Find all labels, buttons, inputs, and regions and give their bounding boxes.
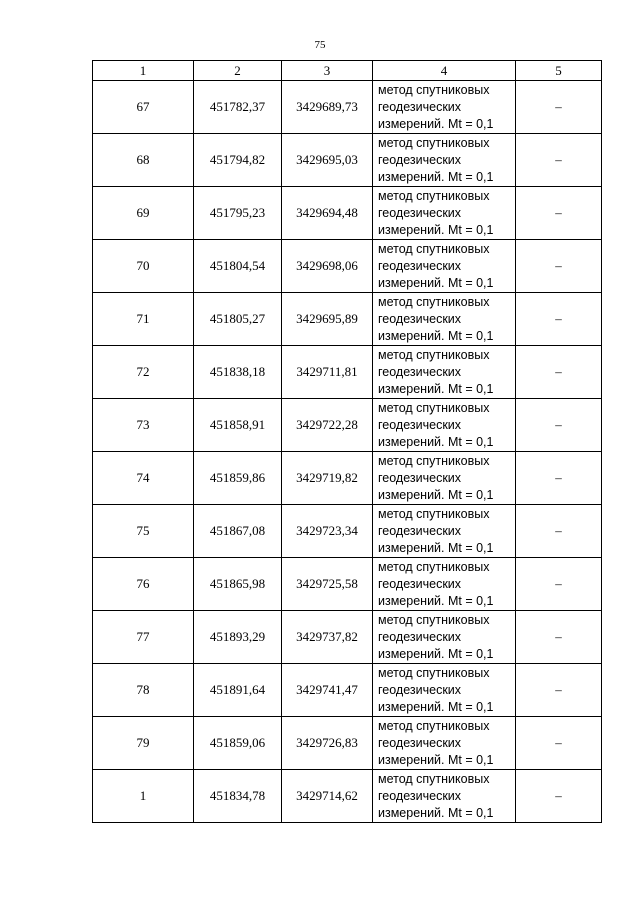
x-coordinate-cell: 451794,82 <box>194 134 282 187</box>
y-coordinate-cell: 3429698,06 <box>282 240 373 293</box>
method-text-line-3: измерений. Mt = 0,1 <box>378 593 494 608</box>
table-row <box>93 240 602 293</box>
method-cell <box>373 346 516 399</box>
point-number-cell: 79 <box>93 717 194 770</box>
method-text-line-1: метод спутниковых <box>378 294 490 309</box>
method-text-line-1: метод спутниковых <box>378 135 490 150</box>
y-coordinate-cell: 3429725,58 <box>282 558 373 611</box>
y-coordinate-cell: 3429695,03 <box>282 134 373 187</box>
note-cell: – <box>516 452 602 505</box>
y-coordinate-cell: 3429737,82 <box>282 611 373 664</box>
method-text-line-1: метод спутниковых <box>378 559 490 574</box>
point-number-cell: 78 <box>93 664 194 717</box>
coordinates-table <box>92 60 602 823</box>
table-row <box>93 399 602 452</box>
point-number-cell: 69 <box>93 187 194 240</box>
note-cell: – <box>516 664 602 717</box>
note-cell: – <box>516 240 602 293</box>
note-cell: – <box>516 505 602 558</box>
table-row <box>93 187 602 240</box>
table-row <box>93 664 602 717</box>
table-row <box>93 452 602 505</box>
method-text-line-3: измерений. Mt = 0,1 <box>378 328 494 343</box>
y-coordinate-cell: 3429741,47 <box>282 664 373 717</box>
method-text-line-1: метод спутниковых <box>378 718 490 733</box>
method-text-line-2: геодезических <box>378 788 462 803</box>
method-cell <box>373 81 516 134</box>
x-coordinate-cell: 451893,29 <box>194 611 282 664</box>
x-coordinate-cell: 451859,06 <box>194 717 282 770</box>
method-text-line-1: метод спутниковых <box>378 612 490 627</box>
method-cell <box>373 505 516 558</box>
table-row <box>93 558 602 611</box>
method-cell <box>373 187 516 240</box>
point-number-cell: 73 <box>93 399 194 452</box>
method-cell <box>373 770 516 823</box>
y-coordinate-cell: 3429689,73 <box>282 81 373 134</box>
method-text-line-3: измерений. Mt = 0,1 <box>378 169 494 184</box>
method-text-line-1: метод спутниковых <box>378 241 490 256</box>
table-row <box>93 346 602 399</box>
method-cell <box>373 717 516 770</box>
method-text-line-1: метод спутниковых <box>378 665 490 680</box>
table-row <box>93 717 602 770</box>
x-coordinate-cell: 451891,64 <box>194 664 282 717</box>
method-text-line-2: геодезических <box>378 629 462 644</box>
y-coordinate-cell: 3429694,48 <box>282 187 373 240</box>
method-text-line-3: измерений. Mt = 0,1 <box>378 116 494 131</box>
method-text-line-2: геодезических <box>378 417 462 432</box>
method-text-line-2: геодезических <box>378 364 462 379</box>
note-cell: – <box>516 187 602 240</box>
method-text-line-1: метод спутниковых <box>378 82 490 97</box>
x-coordinate-cell: 451867,08 <box>194 505 282 558</box>
method-text-line-3: измерений. Mt = 0,1 <box>378 487 494 502</box>
table-row <box>93 505 602 558</box>
method-text-line-3: измерений. Mt = 0,1 <box>378 805 494 820</box>
method-cell <box>373 399 516 452</box>
point-number-cell: 76 <box>93 558 194 611</box>
method-cell <box>373 611 516 664</box>
point-number-cell: 68 <box>93 134 194 187</box>
x-coordinate-cell: 451795,23 <box>194 187 282 240</box>
method-text-line-2: геодезических <box>378 523 462 538</box>
method-text-line-2: геодезических <box>378 470 462 485</box>
method-text-line-3: измерений. Mt = 0,1 <box>378 646 494 661</box>
table-row <box>93 770 602 823</box>
table-body <box>93 81 602 823</box>
y-coordinate-cell: 3429722,28 <box>282 399 373 452</box>
method-text-line-1: метод спутниковых <box>378 771 490 786</box>
method-text-line-2: геодезических <box>378 576 462 591</box>
method-text-line-2: геодезических <box>378 682 462 697</box>
table-row <box>93 611 602 664</box>
page-number: 75 <box>314 39 326 51</box>
method-cell <box>373 240 516 293</box>
point-number-cell: 74 <box>93 452 194 505</box>
point-number-cell: 72 <box>93 346 194 399</box>
method-text-line-3: измерений. Mt = 0,1 <box>378 222 494 237</box>
method-text-line-3: измерений. Mt = 0,1 <box>378 752 494 767</box>
method-text-line-3: измерений. Mt = 0,1 <box>378 434 494 449</box>
point-number-cell: 67 <box>93 81 194 134</box>
method-cell <box>373 293 516 346</box>
table-header-row <box>93 61 602 81</box>
x-coordinate-cell: 451834,78 <box>194 770 282 823</box>
table-row <box>93 81 602 134</box>
method-text-line-3: измерений. Mt = 0,1 <box>378 381 494 396</box>
column-header-5: 5 <box>516 61 602 81</box>
column-header-3: 3 <box>282 61 373 81</box>
point-number-cell: 71 <box>93 293 194 346</box>
method-text-line-3: измерений. Mt = 0,1 <box>378 699 494 714</box>
x-coordinate-cell: 451805,27 <box>194 293 282 346</box>
method-cell <box>373 558 516 611</box>
y-coordinate-cell: 3429726,83 <box>282 717 373 770</box>
y-coordinate-cell: 3429711,81 <box>282 346 373 399</box>
x-coordinate-cell: 451782,37 <box>194 81 282 134</box>
column-header-4: 4 <box>373 61 516 81</box>
note-cell: – <box>516 293 602 346</box>
note-cell: – <box>516 558 602 611</box>
note-cell: – <box>516 611 602 664</box>
table-row <box>93 134 602 187</box>
y-coordinate-cell: 3429714,62 <box>282 770 373 823</box>
method-text-line-2: геодезических <box>378 258 462 273</box>
method-text-line-3: измерений. Mt = 0,1 <box>378 275 494 290</box>
x-coordinate-cell: 451865,98 <box>194 558 282 611</box>
point-number-cell: 70 <box>93 240 194 293</box>
method-text-line-2: геодезических <box>378 205 462 220</box>
note-cell: – <box>516 346 602 399</box>
method-cell <box>373 452 516 505</box>
method-text-line-1: метод спутниковых <box>378 347 490 362</box>
method-text-line-2: геодезических <box>378 735 462 750</box>
note-cell: – <box>516 770 602 823</box>
note-cell: – <box>516 81 602 134</box>
y-coordinate-cell: 3429719,82 <box>282 452 373 505</box>
table-row <box>93 293 602 346</box>
method-text-line-1: метод спутниковых <box>378 188 490 203</box>
note-cell: – <box>516 134 602 187</box>
method-text-line-1: метод спутниковых <box>378 453 490 468</box>
note-cell: – <box>516 399 602 452</box>
column-header-1: 1 <box>93 61 194 81</box>
column-header-2: 2 <box>194 61 282 81</box>
point-number-cell: 77 <box>93 611 194 664</box>
method-text-line-3: измерений. Mt = 0,1 <box>378 540 494 555</box>
point-number-cell: 75 <box>93 505 194 558</box>
method-text-line-2: геодезических <box>378 152 462 167</box>
x-coordinate-cell: 451838,18 <box>194 346 282 399</box>
point-number-cell: 1 <box>93 770 194 823</box>
note-cell: – <box>516 717 602 770</box>
method-cell <box>373 134 516 187</box>
method-cell <box>373 664 516 717</box>
method-text-line-1: метод спутниковых <box>378 506 490 521</box>
x-coordinate-cell: 451858,91 <box>194 399 282 452</box>
x-coordinate-cell: 451804,54 <box>194 240 282 293</box>
method-text-line-1: метод спутниковых <box>378 400 490 415</box>
x-coordinate-cell: 451859,86 <box>194 452 282 505</box>
method-text-line-2: геодезических <box>378 99 462 114</box>
y-coordinate-cell: 3429723,34 <box>282 505 373 558</box>
y-coordinate-cell: 3429695,89 <box>282 293 373 346</box>
method-text-line-2: геодезических <box>378 311 462 326</box>
